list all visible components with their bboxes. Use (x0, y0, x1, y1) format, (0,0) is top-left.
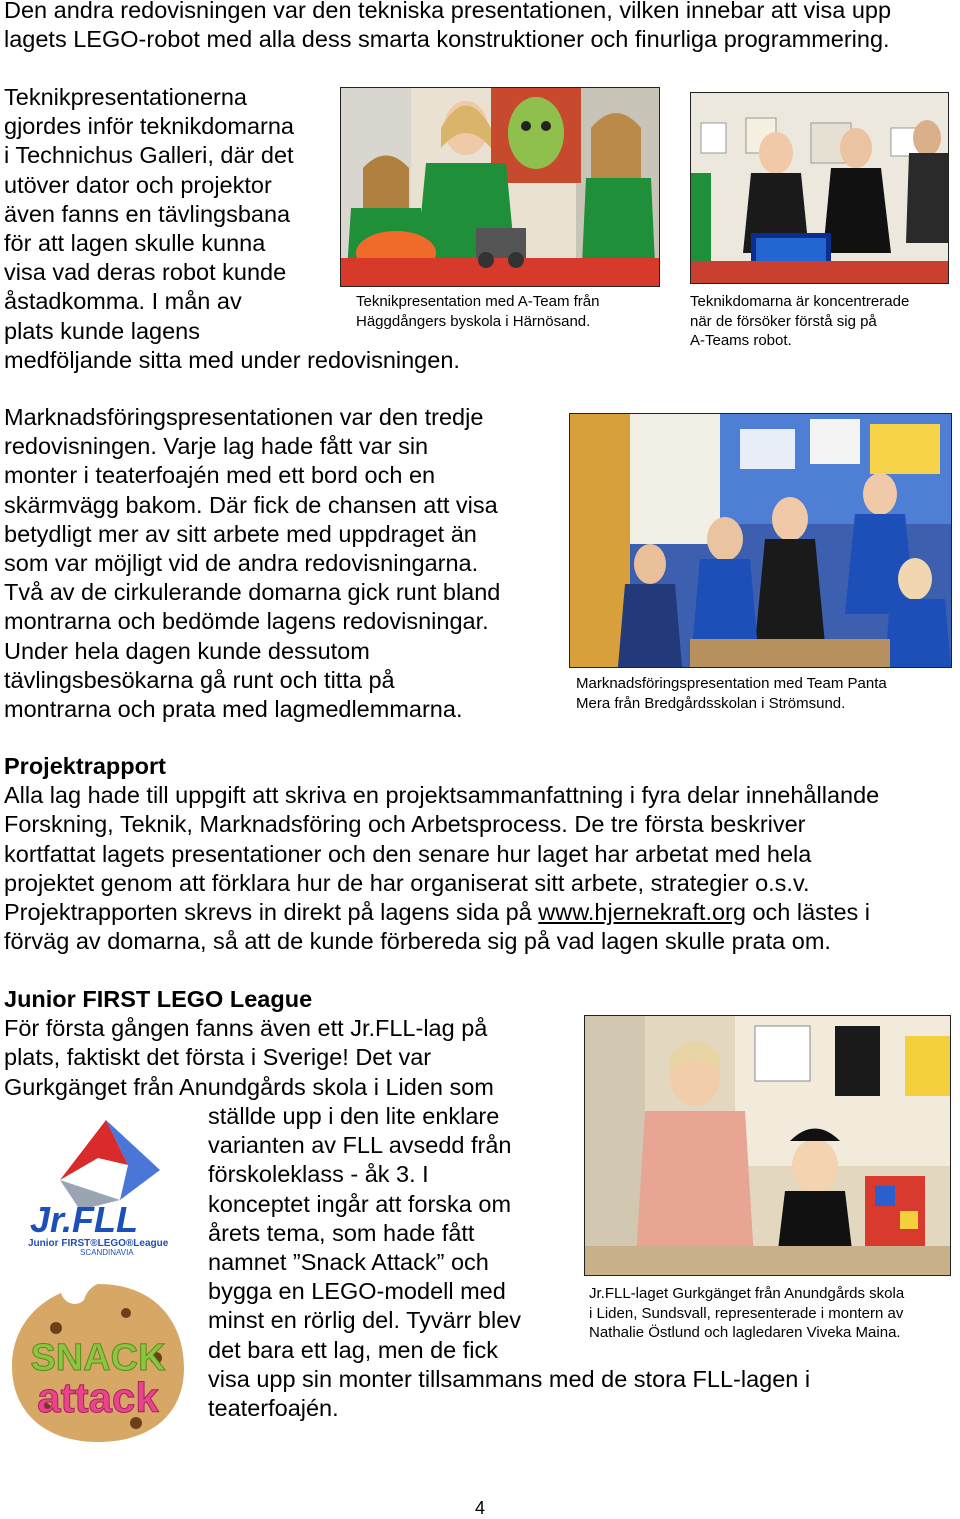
photo-teknikdomarna (690, 92, 949, 284)
marknad-line: skärmvägg bakom. Där fick de chansen att visa (4, 491, 498, 518)
marknad-line: monter i teaterfoajén med ett bord och en (4, 462, 436, 489)
page-number: 4 (474, 1498, 485, 1518)
junior-line: förskoleklass - åk 3. I (208, 1161, 429, 1188)
intro-line: lagets LEGO-robot med alla dess smarta konstruktioner och finurliga programmering. (4, 26, 890, 53)
projektrapport-line: projektet genom att förklara hur de har organiserat sitt arbete, strategier o.s.v. (4, 869, 810, 896)
photo-teknikdomarna-caption (690, 292, 909, 351)
photo-jrfll-caption (589, 1284, 904, 1343)
projektrapport-text: Projektrapporten skrevs in direkt på lagens sida på (4, 899, 539, 926)
snack-logo-line2: attack (37, 1374, 159, 1421)
projektrapport-heading: Projektrapport (4, 753, 166, 779)
teknik-line: i Technichus Galleri, där det (4, 142, 294, 169)
junior-section (4, 985, 584, 1102)
projektrapport-text: och lästes i (745, 899, 871, 926)
caption-line: A-Teams robot. (690, 332, 792, 349)
junior-line: plats, faktiskt det första i Sverige! Det var (4, 1044, 432, 1071)
marknad-line: Under hela dagen kunde dessutom (4, 637, 370, 664)
teknik-line: åstadkomma. I mån av (4, 288, 242, 315)
marknad-line: Två av de cirkulerande domarna gick runt bland (4, 579, 501, 606)
teknik-line: medföljande sitta med under redovisningen. (4, 346, 460, 373)
caption-line: Jr.FLL-laget Gurkgänget från Anundgårds skola (589, 1285, 905, 1302)
photo-teknikpresentation-caption (356, 292, 599, 331)
junior-line: konceptet ingår att forska om (208, 1190, 512, 1217)
marknad-line: tävlingsbesökarna gå runt och titta på (4, 666, 395, 693)
caption-line: Marknadsföringspresentation med Team Panta (576, 675, 887, 692)
jrfll-logo (20, 1110, 192, 1255)
junior-line: teaterfoajén. (208, 1395, 339, 1422)
marknad-line: betydligt mer av sitt arbete med uppdraget än (4, 520, 477, 547)
caption-line: Nathalie Östlund och lagledaren Viveka Maina. (589, 1324, 901, 1341)
jrfll-logo-text: Jr.FLL (30, 1199, 139, 1240)
projektrapport-line: kortfattat lagets presentationer och den senare hur laget har arbetat med hela (4, 840, 812, 867)
photo-teknikpresentation (340, 87, 660, 287)
teknik-line: för att lagen skulle kunna (4, 230, 266, 257)
projektrapport-link-line (4, 898, 954, 927)
junior-heading: Junior FIRST LEGO League (4, 986, 313, 1012)
marknad-paragraph (4, 403, 564, 724)
caption-line: Mera från Bredgårdsskolan i Strömsund. (576, 694, 846, 712)
photo-jrfll (584, 1015, 951, 1276)
teknik-line: utöver dator och projektor (4, 171, 272, 198)
caption-line: Teknikpresentation med A-Team från (356, 293, 600, 310)
projektrapport-line: Forskning, Teknik, Marknadsföring och Arbetsprocess. De tre första beskriver (4, 811, 806, 838)
marknad-line: redovisningen. Varje lag hade fått var sin (4, 433, 429, 460)
jrfll-logo-subtitle: Junior FIRST®LEGO®League (28, 1238, 169, 1249)
caption-line: Häggdångers byskola i Härnösand. (356, 312, 591, 330)
junior-line: minst en rörlig del. Tyvärr blev (208, 1307, 522, 1334)
junior-line: ställde upp i den lite enklare (208, 1103, 500, 1129)
teknik-line: Teknikpresentationerna (4, 84, 247, 110)
marknad-line: montrarna och prata med lagmedlemmarna. (4, 696, 463, 723)
projektrapport-line: förväg av domarna, så att de kunde förbereda sig på vad lagen skulle prata om. (4, 928, 831, 955)
intro-paragraph (4, 0, 891, 54)
junior-line: bygga en LEGO-modell med (208, 1278, 506, 1305)
junior-line: namnet ”Snack Attack” och (208, 1249, 489, 1276)
junior-line: visa upp sin monter tillsammans med de stora FLL-lagen i (208, 1365, 811, 1392)
jrfll-logo-region: SCANDINAVIA (80, 1248, 134, 1255)
hjernekraft-link[interactable]: www.hjernekraft.org (538, 899, 746, 926)
junior-line: årets tema, som hade fått (208, 1219, 475, 1246)
teknik-line: även fanns en tävlingsbana (4, 200, 291, 227)
intro-line: Den andra redovisningen var den tekniska presentationen, vilken innebar att visa upp (4, 0, 892, 23)
marknad-line: montrarna och bedömde lagens redovisningar. (4, 608, 489, 635)
photo-marknadsforing-caption (576, 674, 887, 713)
photo-marknadsforing (569, 413, 952, 668)
snack-attack-logo (6, 1278, 190, 1446)
caption-line: när de försöker förstå sig på (690, 312, 877, 330)
caption-line: Teknikdomarna är koncentrerade (690, 293, 910, 310)
junior-line: Gurkgänget från Anundgårds skola i Liden som (4, 1073, 494, 1100)
junior-line: det bara ett lag, men de fick (208, 1336, 498, 1363)
junior-line: varianten av FLL avsedd från (208, 1132, 512, 1159)
projektrapport-section (4, 752, 954, 956)
marknad-line: Marknadsföringspresentationen var den tredje (4, 404, 484, 430)
caption-line: i Liden, Sundsvall, representerade i montern av (589, 1304, 904, 1322)
teknik-line: plats kunde lagens (4, 317, 200, 344)
marknad-line: som var möjligt vid de andra redovisningarna. (4, 550, 479, 577)
junior-line: För första gången fanns även ett Jr.FLL-lag på (4, 1015, 488, 1042)
teknik-line: visa vad deras robot kunde (4, 259, 287, 286)
teknik-line: gjordes inför teknikdomarna (4, 113, 294, 140)
projektrapport-line: Alla lag hade till uppgift att skriva en projektsammanfattning i fyra delar innehållande (4, 782, 880, 809)
snack-logo-line1: SNACK (30, 1337, 166, 1379)
